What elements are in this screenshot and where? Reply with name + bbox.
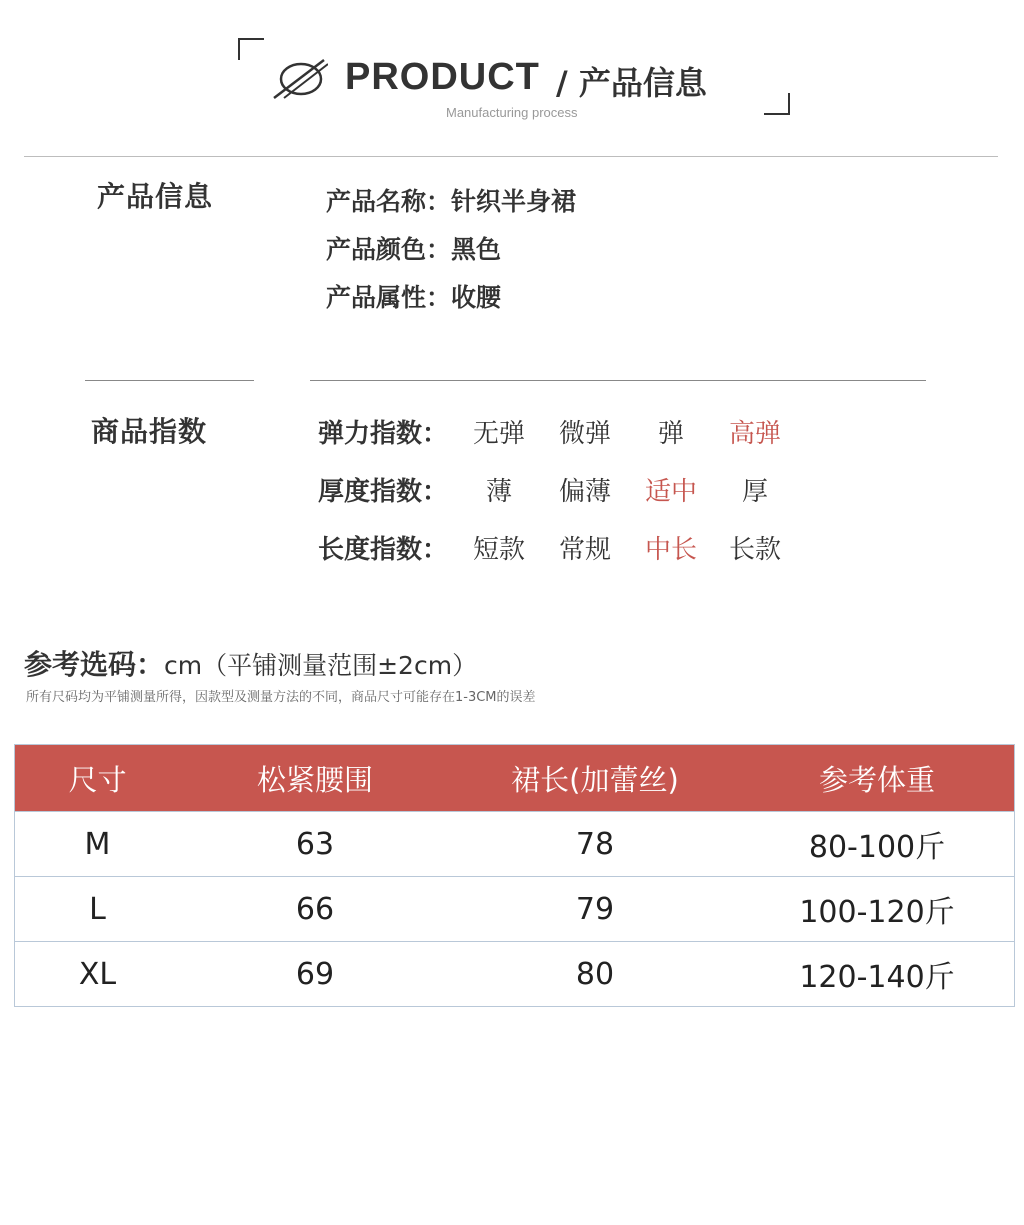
header-cell-length: 裙长(加蕾丝) — [511, 762, 679, 797]
index-option: 常规 — [558, 535, 611, 565]
thickness-index-row — [318, 471, 918, 511]
table-cell: 120-140斤 — [799, 960, 955, 995]
index-label: 厚度指数： — [318, 477, 449, 507]
table-cell: L — [89, 891, 106, 927]
table-cell: 80 — [575, 956, 615, 992]
table-cell: 69 — [295, 956, 335, 992]
table-row — [15, 876, 1014, 941]
table-cell: 100-120斤 — [799, 895, 955, 930]
corner-bracket-bottom-right — [764, 93, 790, 115]
header-subtitle: Manufacturing process — [446, 105, 578, 120]
table-cell: XL — [78, 956, 117, 992]
index-option: 偏薄 — [558, 477, 611, 507]
size-guide-title-bold: 参考选码： — [24, 648, 165, 681]
corner-bracket-top-left — [238, 38, 264, 60]
header-title-cn: / 产品信息 — [556, 64, 707, 102]
size-guide-note: 所有尺码均为平铺测量所得，因款型及测量方法的不同，商品尺寸可能存在1-3CM的误差 — [26, 690, 536, 705]
index-option: 薄 — [485, 477, 512, 507]
table-cell: 63 — [295, 826, 335, 862]
index-option: 长款 — [728, 535, 781, 565]
crossed-circle-icon — [270, 58, 328, 100]
table-row — [15, 811, 1014, 876]
index-option-selected: 高弹 — [728, 419, 781, 449]
header-title-en: PRODUCT — [345, 56, 540, 98]
index-label: 弹力指数： — [318, 419, 449, 449]
header-cell-weight: 参考体重 — [818, 762, 935, 797]
size-table — [14, 744, 1015, 1007]
header-cell-size: 尺寸 — [68, 762, 127, 797]
index-label: 长度指数： — [318, 535, 449, 565]
table-row — [15, 941, 1014, 1006]
table-cell: 80-100斤 — [808, 830, 946, 865]
index-option-selected: 中长 — [644, 535, 697, 565]
product-name-line: 产品名称：针织半身裙 — [326, 187, 577, 216]
indices-label: 商品指数 — [91, 415, 208, 448]
table-header — [15, 745, 1014, 811]
divider-left — [85, 380, 254, 381]
product-color-line: 产品颜色：黑色 — [326, 235, 502, 264]
index-option: 短款 — [472, 535, 525, 565]
index-option: 弹 — [657, 419, 684, 449]
elasticity-index-row — [318, 413, 918, 453]
table-cell: 66 — [295, 891, 335, 927]
length-index-row — [318, 529, 918, 569]
index-option: 微弹 — [558, 419, 611, 449]
divider-right — [310, 380, 926, 381]
header-cell-waist: 松紧腰围 — [256, 762, 373, 797]
index-option-selected: 适中 — [644, 477, 697, 507]
divider-top — [24, 156, 998, 157]
table-cell: 79 — [575, 891, 615, 927]
product-info-label: 产品信息 — [97, 180, 214, 213]
size-guide-title-rest: cm（平铺测量范围±2cm） — [164, 651, 478, 680]
page-header — [0, 0, 1024, 150]
size-guide-title — [24, 643, 477, 683]
index-option: 无弹 — [472, 419, 525, 449]
product-attribute-line: 产品属性：收腰 — [326, 283, 502, 312]
table-cell: M — [84, 826, 111, 862]
table-cell: 78 — [575, 826, 615, 862]
index-option: 厚 — [741, 477, 768, 507]
